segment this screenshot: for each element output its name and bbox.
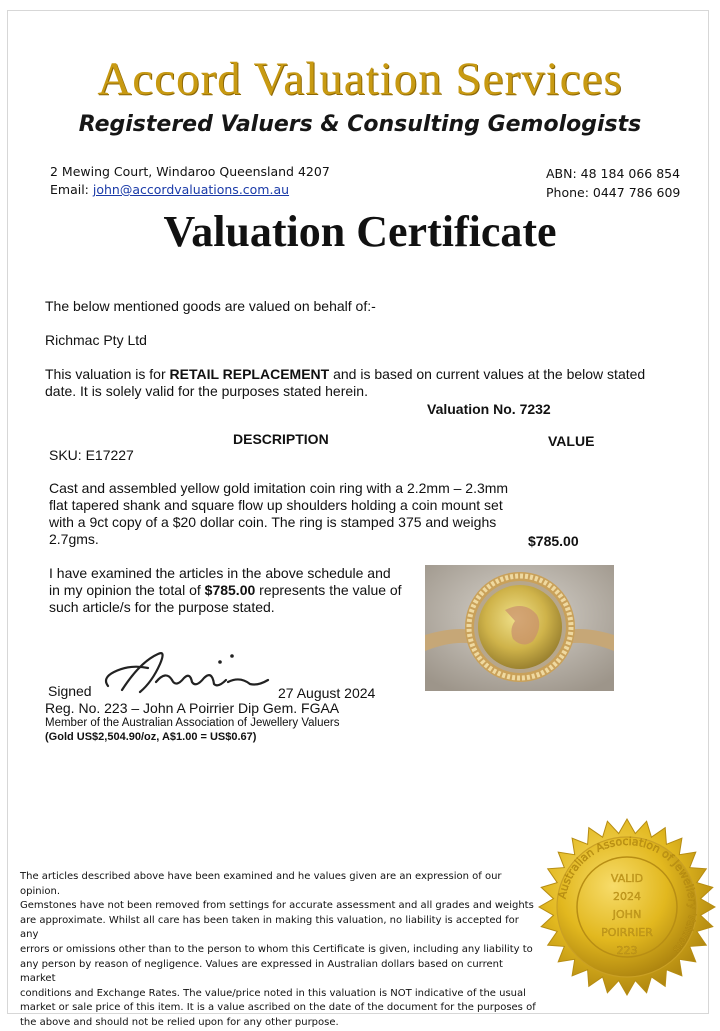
email-line [50, 182, 289, 197]
statement-suffix: represents the value of [255, 582, 402, 598]
purpose-prefix: This valuation is for [45, 366, 170, 382]
certificate-title: Valuation Certificate [163, 207, 557, 256]
email-label: Email: [50, 182, 93, 197]
statement-line-1: I have examined the articles in the above schedule and [49, 565, 391, 581]
seal-line: VALID [610, 872, 644, 885]
statement-line-3: such article/s for the purpose stated. [49, 599, 275, 615]
seal-line: 2024 [613, 890, 641, 903]
disclaimer-line: errors or omissions other than to the person to whom this Certificate is given, including any liability to [20, 943, 533, 955]
purpose-type: RETAIL REPLACEMENT [169, 366, 330, 382]
valuer-membership: Member of the Australian Association of Jewellery Valuers [45, 717, 340, 729]
item-sku: SKU: E17227 [49, 447, 134, 463]
signed-label: Signed [48, 683, 92, 699]
signature-mark [100, 642, 275, 700]
company-name: Accord Valuation Services [97, 53, 623, 105]
statement-total: $785.00 [204, 582, 256, 598]
disclaimer-line: are approximate. Whilst all care has been taken in making this valuation, no liability is accepted for any [20, 914, 519, 941]
company-address: 2 Mewing Court, Windaroo Queensland 4207 [50, 164, 330, 179]
disclaimer-line: The articles described above have been examined and he values given are an expression of our opinion. [20, 871, 502, 897]
description-header: DESCRIPTION [233, 431, 329, 447]
disclaimer-line: market or sale price of this item. It is a value ascribed on the date of the document for the purposes of [20, 1002, 536, 1014]
statement-prefix: in my opinion the total of [49, 582, 205, 598]
exchange-rates: (Gold US$2,504.90/oz, A$1.00 = US$0.67) [45, 731, 257, 743]
gold-seal [538, 818, 716, 996]
disclaimer-line: Gemstones have not been removed from settings for accurate assessment and all grades and weights [20, 900, 534, 912]
purpose-suffix: and is based on current values at the below stated [329, 366, 646, 382]
abn: ABN: 48 184 066 854 [546, 166, 681, 181]
valuation-statement [49, 565, 419, 616]
valuer-registration: Reg. No. 223 – John A Poirrier Dip Gem. FGAA [45, 700, 340, 716]
ring-photo [425, 565, 614, 691]
item-value: $785.00 [528, 533, 579, 549]
item-description-line: 2.7gms. [49, 531, 99, 547]
seal-ring-text: Australian Association of Jewellery Valuers [555, 834, 700, 956]
item-description [49, 480, 529, 548]
email-link[interactable]: john@accordvaluations.com.au [92, 182, 290, 197]
purpose-line-1 [45, 366, 695, 383]
item-description-line: Cast and assembled yellow gold imitation coin ring with a 2.2mm – 2.3mm [49, 480, 509, 496]
client-name: Richmac Pty Ltd [45, 332, 147, 348]
seal-line: 223 [616, 944, 638, 957]
statement-line-2 [49, 582, 419, 599]
disclaimer-line: any person by reason of negligence. Values are expressed in Australian dollars based on current market [20, 958, 503, 985]
disclaimer [20, 870, 540, 1031]
intro-text: The below mentioned goods are valued on behalf of:- [45, 298, 376, 314]
seal-line: POIRRIER [601, 926, 653, 939]
seal-line: JOHN [612, 908, 642, 921]
purpose-line-2: date. It is solely valid for the purposes stated herein. [45, 383, 368, 399]
valuation-number: Valuation No. 7232 [427, 401, 551, 417]
item-description-line: with a 9ct copy of a $20 dollar coin. The ring is stamped 375 and weighs [49, 514, 497, 530]
company-tagline: Registered Valuers & Consulting Gemologists [78, 112, 642, 137]
signature-date: 27 August 2024 [278, 685, 376, 701]
disclaimer-line: the above and should not be relied upon for any other purpose. [20, 1016, 339, 1028]
item-description-line: flat tapered shank and square flow up shoulders holding a coin mount set [49, 497, 503, 513]
disclaimer-line: conditions and Exchange Rates. The value/price noted in this valuation is NOT indicative of the usual [20, 987, 526, 999]
value-header: VALUE [548, 433, 595, 449]
phone: Phone: 0447 786 609 [546, 185, 681, 200]
